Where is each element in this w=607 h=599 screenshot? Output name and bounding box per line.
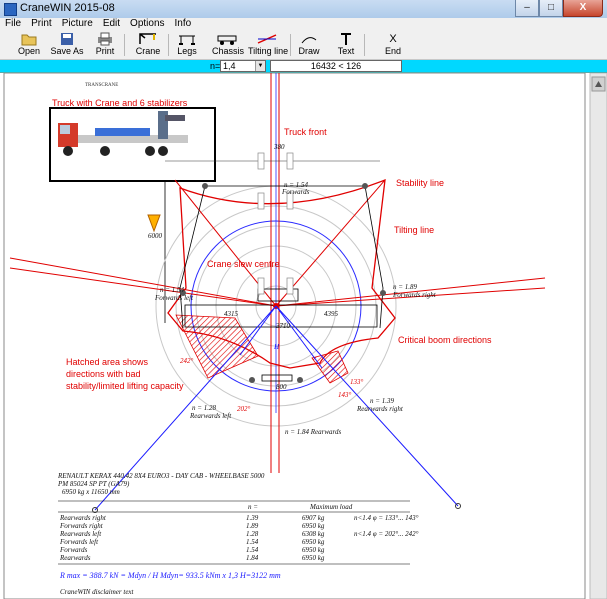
hatched-annotation-1: Hatched area shows (66, 357, 149, 367)
forwards-label: Forwards (282, 188, 310, 196)
open-button[interactable] (14, 32, 44, 58)
angle-242: 242° (180, 357, 194, 365)
window-controls (515, 0, 603, 17)
row-direction: Forwards left (60, 538, 99, 546)
toolbar-separator (290, 34, 291, 56)
hatched-annotation-2: directions with bad (66, 369, 141, 379)
crane-label: Crane (135, 46, 161, 56)
formula-line: R max = 388.7 kN = Mdyn / H Mdyn= 933.5 kNm x 1,3 H=3122 mm (60, 571, 281, 580)
vehicle-line-2: PM 85024 SP PT (GA79) (58, 480, 130, 488)
open-label: Open (17, 46, 41, 56)
angle-133: 133° (350, 378, 364, 386)
row-direction: Rearwards (60, 554, 91, 562)
floppy-icon (60, 32, 74, 46)
vehicle-line-1: RENAULT KERAX 440.42 8X4 EURO3 - DAY CAB - WHEELBASE 5000 (58, 472, 265, 480)
menu-file[interactable]: File (5, 18, 22, 29)
table-header-load: Maximum load (310, 503, 353, 511)
text-icon (339, 32, 353, 46)
menu-options[interactable]: Options (130, 18, 165, 29)
dim-800: 800 (276, 383, 287, 391)
chassis-label: Chassis (212, 46, 245, 56)
menu-bar (0, 18, 607, 30)
disclaimer-text: CraneWIN disclaimer text (60, 588, 134, 596)
rear-right-label: Rearwards right (357, 405, 403, 413)
n-forwards: n = 1.54 (284, 181, 308, 189)
row-load: 6950 kg (302, 538, 325, 546)
menu-picture[interactable]: Picture (61, 18, 93, 29)
end-label: End (384, 46, 401, 56)
menu-info[interactable]: Info (174, 18, 192, 29)
draw-icon (299, 32, 319, 46)
maximize-button[interactable]: □ (539, 0, 563, 17)
row-load: 6950 kg (302, 554, 325, 562)
title-annotation: Truck with Crane and 6 stabilizers (52, 98, 188, 108)
chassis-button[interactable] (212, 32, 245, 58)
tilting-line-icon (256, 32, 278, 46)
printer-icon (97, 32, 113, 46)
menu-edit[interactable]: Edit (102, 18, 121, 29)
draw-button[interactable] (296, 32, 322, 58)
minimize-button[interactable]: – (515, 0, 539, 17)
tilting-line-label: Tilting line (248, 46, 289, 56)
row-n: 1.54 (246, 546, 259, 554)
text-label: Text (337, 46, 355, 56)
row-direction: Forwards (60, 546, 88, 554)
truck-front-annotation: Truck front (284, 127, 327, 137)
n-forwards-left: n = 1.54 (160, 286, 184, 294)
row-n: 1.89 (246, 522, 259, 530)
stability-line-annotation: Stability line (396, 178, 445, 188)
tilting-line-button[interactable] (248, 32, 289, 58)
row-load: 6907 kg (302, 514, 325, 522)
dim-3710: 3710 (276, 322, 290, 330)
row-load: 6950 kg (302, 546, 325, 554)
window-title: CraneWIN 2015-08 (20, 2, 115, 14)
end-x-icon: X (389, 33, 397, 45)
n-rear-left: n = 1.28 (192, 404, 216, 412)
close-button[interactable]: X (563, 0, 603, 17)
menu-print[interactable]: Print (31, 18, 52, 29)
row-n: 1.54 (246, 538, 259, 546)
vehicle-line-3: 6950 kg x 11650 mm (62, 488, 120, 496)
h-marker: H (274, 343, 280, 351)
forwards-right-label: Forwards right (393, 291, 436, 299)
draw-label: Draw (298, 46, 320, 56)
n-forwards-right: n = 1.89 (393, 283, 417, 291)
n-label: n= (210, 61, 221, 71)
legs-button[interactable] (174, 32, 200, 58)
row-n: 1.39 (246, 514, 259, 522)
chevron-down-icon[interactable]: ▼ (255, 61, 265, 71)
forwards-left-label: Forwards left (155, 294, 194, 302)
rear-left-label: Rearwards left (190, 412, 232, 420)
dim-4395: 4395 (324, 310, 338, 318)
angle-202: 202° (237, 405, 251, 413)
crane-button[interactable] (130, 32, 166, 58)
slew-centre-annotation: Crane slew centre (207, 259, 280, 269)
toolbar (0, 31, 607, 60)
legs-label: Legs (177, 46, 197, 56)
table-header-n: n = (248, 503, 258, 511)
toolbar-separator (124, 34, 125, 56)
row-load: 6308 kg (302, 530, 325, 538)
row-direction: Rearwards left (60, 530, 102, 538)
drawing-svg (0, 73, 607, 599)
n-rear-right: n = 1.39 (370, 397, 394, 405)
dim-4315: 4315 (224, 310, 238, 318)
row-note: n<1.4 φ = 202°... 242° (354, 530, 419, 538)
status-bar (0, 60, 607, 73)
capacity-readout: 16432 < 126 (270, 60, 402, 72)
toolbar-separator (168, 34, 169, 56)
save-as-label: Save As (50, 46, 84, 56)
hatched-annotation-3: stability/limited lifting capacity (66, 381, 184, 391)
angle-143: 143° (338, 391, 352, 399)
logo-text: TRANSCRANE (85, 83, 119, 88)
critical-boom-annotation: Critical boom directions (398, 335, 492, 345)
row-direction: Rearwards right (60, 514, 106, 522)
vertical-scrollbar[interactable] (590, 73, 607, 599)
legs-icon (177, 32, 197, 46)
row-load: 6950 kg (302, 522, 325, 530)
n-select-value: 1,4 (223, 61, 236, 71)
row-n: 1.84 (246, 554, 259, 562)
app-icon (4, 3, 17, 16)
print-label: Print (95, 46, 115, 56)
tilting-line-annotation: Tilting line (394, 225, 435, 235)
drawing-canvas[interactable] (0, 73, 607, 599)
print-button[interactable] (90, 32, 120, 58)
title-bar (0, 0, 607, 19)
n-rearwards: n = 1.84 Rearwards (285, 428, 342, 436)
row-n: 1.28 (246, 530, 259, 538)
dim-6000: 6000 (148, 232, 162, 240)
end-button[interactable] (380, 32, 406, 58)
save-as-button[interactable] (50, 32, 84, 58)
n-select[interactable] (220, 60, 266, 72)
crane-icon (137, 32, 159, 46)
dim-380: 380 (274, 143, 285, 151)
chassis-icon (216, 32, 238, 46)
toolbar-separator (364, 34, 365, 56)
folder-icon (21, 32, 37, 46)
text-button[interactable] (334, 32, 358, 58)
row-direction: Forwards right (60, 522, 103, 530)
row-note: n<1.4 φ = 133°... 143° (354, 514, 419, 522)
